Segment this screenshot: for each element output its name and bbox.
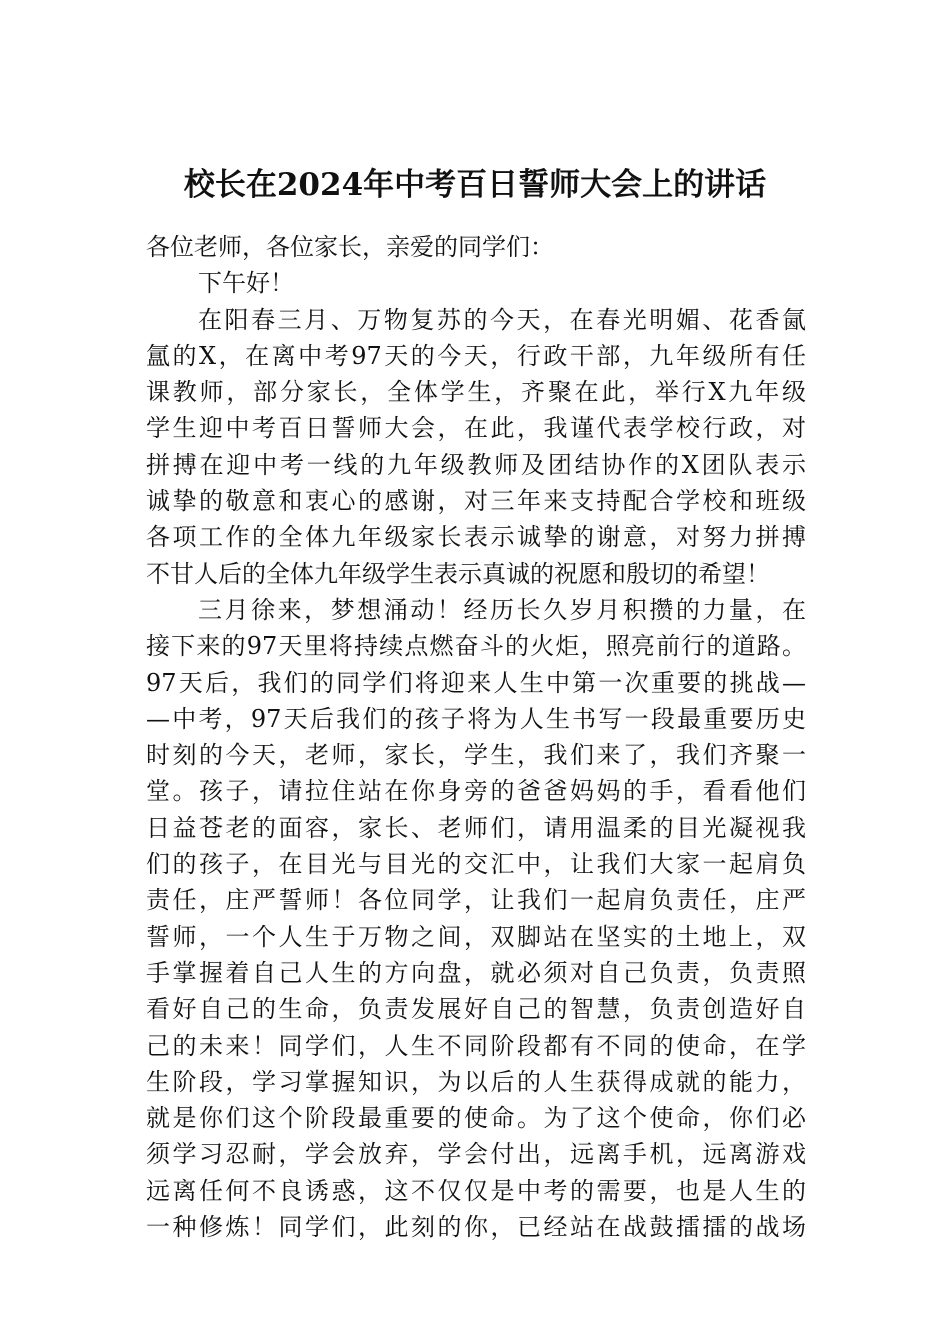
paragraph-2-line: 日益苍老的面容，家长、老师们，请用温柔的目光凝视我 <box>146 813 806 842</box>
paragraph-2-line: 接下来的97天里将持续点燃奋斗的火炬，照亮前行的道路。 <box>146 632 806 661</box>
paragraph-2-line: 手掌握着自己人生的方向盘，就必须对自己负责，负责照 <box>146 958 806 987</box>
document-title: 校长在2024年中考百日誓师大会上的讲话 <box>183 167 767 203</box>
paragraph-1-line: 课教师，部分家长，全体学生，齐聚在此，举行X九年级 <box>146 378 806 407</box>
paragraph-2-line: 誓师，一个人生于万物之间，双脚站在坚实的土地上，双 <box>146 922 806 951</box>
paragraph-2-line: 就是你们这个阶段最重要的使命。为了这个使命，你们必 <box>146 1104 806 1133</box>
paragraph-1-line: 氲的X，在离中考97天的今天，行政干部，九年级所有任 <box>146 341 806 370</box>
paragraph-2-line: 生阶段，学习掌握知识，为以后的人生获得成就的能力， <box>146 1067 806 1096</box>
paragraph-1-line: 诚挚的敬意和衷心的感谢，对三年来支持配合学校和班级 <box>146 487 806 516</box>
paragraph-1-line: 不甘人后的全体九年级学生表示真诚的祝愿和殷切的希望！ <box>146 559 770 588</box>
paragraph-2-line: 堂。孩子，请拉住站在你身旁的爸爸妈妈的手，看看他们 <box>146 777 806 806</box>
paragraph-1-line: 拼搏在迎中考一线的九年级教师及团结协作的X团队表示 <box>146 450 806 479</box>
greeting-line: 下午好！ <box>198 269 294 298</box>
paragraph-1-line: 在阳春三月、万物复苏的今天，在春光明媚、花香氤 <box>198 305 806 334</box>
paragraph-2-line: 时刻的今天，老师，家长，学生，我们来了，我们齐聚一 <box>146 741 806 770</box>
paragraph-2-line: 远离任何不良诱惑，这不仅仅是中考的需要，也是人生的 <box>146 1176 806 1205</box>
paragraph-2-line: —中考，97天后我们的孩子将为人生书写一段最重要历史 <box>146 704 806 733</box>
paragraph-2-line: 须学习忍耐，学会放弃，学会付出，远离手机，远离游戏 <box>146 1140 806 1169</box>
paragraph-2-line: 责任，庄严誓师！各位同学，让我们一起肩负责任，庄严 <box>146 886 806 915</box>
salutation-line: 各位老师，各位家长，亲爱的同学们： <box>146 233 554 261</box>
paragraph-2-line: 们的孩子，在目光与目光的交汇中，让我们大家一起肩负 <box>146 850 806 879</box>
paragraph-2-line: 97天后，我们的同学们将迎来人生中第一次重要的挑战— <box>146 668 806 697</box>
paragraph-2-line: 己的未来！同学们，人生不同阶段都有不同的使命，在学 <box>146 1031 806 1060</box>
paragraph-1-line: 各项工作的全体九年级家长表示诚挚的谢意，对努力拼搏 <box>146 523 806 552</box>
paragraph-2-line: 一种修炼！同学们，此刻的你，已经站在战鼓擂擂的战场 <box>146 1213 806 1242</box>
paragraph-2-line: 看好自己的生命，负责发展好自己的智慧，负责创造好自 <box>146 995 806 1024</box>
paragraph-2-line: 三月徐来，梦想涌动！经历长久岁月积攒的力量，在 <box>198 595 806 624</box>
paragraph-1-line: 学生迎中考百日誓师大会，在此，我谨代表学校行政，对 <box>146 414 806 443</box>
document-body <box>146 229 806 1245</box>
